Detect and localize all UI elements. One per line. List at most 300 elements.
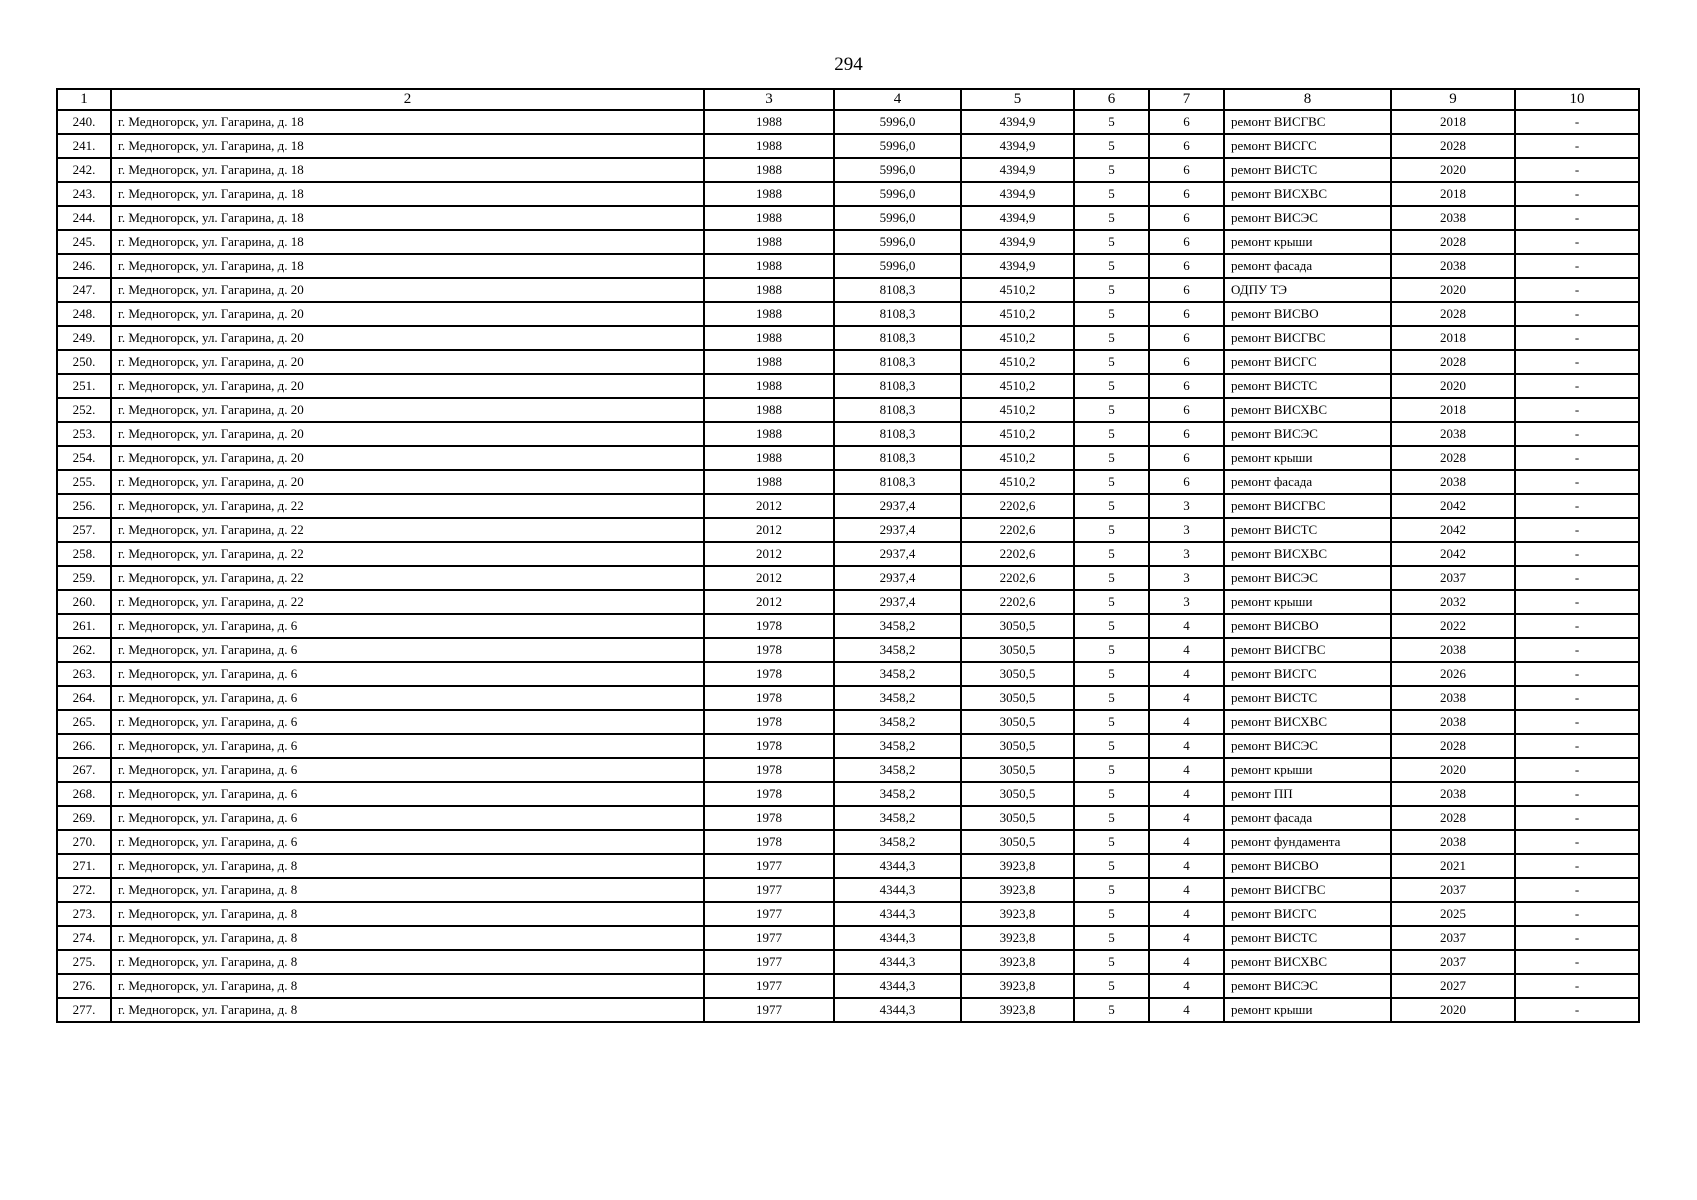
cell-num: 252. [57, 398, 111, 422]
cell-note: - [1515, 374, 1639, 398]
cell-note: - [1515, 302, 1639, 326]
cell-note: - [1515, 134, 1639, 158]
cell-num: 272. [57, 878, 111, 902]
table-row [57, 806, 1639, 830]
cell-plan-year: 2018 [1391, 398, 1515, 422]
cell-floors: 5 [1074, 734, 1149, 758]
cell-address: г. Медногорск, ул. Гагарина, д. 20 [111, 446, 704, 470]
cell-num: 244. [57, 206, 111, 230]
cell-work-type: ОДПУ ТЭ [1224, 278, 1391, 302]
cell-num: 271. [57, 854, 111, 878]
cell-note: - [1515, 830, 1639, 854]
cell-year: 1988 [704, 398, 834, 422]
cell-entrances: 4 [1149, 902, 1224, 926]
table-row [57, 686, 1639, 710]
cell-year: 1977 [704, 926, 834, 950]
cell-entrances: 4 [1149, 806, 1224, 830]
cell-total-area: 8108,3 [834, 470, 961, 494]
cell-num: 257. [57, 518, 111, 542]
cell-num: 254. [57, 446, 111, 470]
cell-plan-year: 2038 [1391, 686, 1515, 710]
cell-address: г. Медногорск, ул. Гагарина, д. 6 [111, 830, 704, 854]
cell-entrances: 4 [1149, 614, 1224, 638]
cell-living-area: 4394,9 [961, 254, 1074, 278]
cell-work-type: ремонт фасада [1224, 806, 1391, 830]
cell-plan-year: 2038 [1391, 638, 1515, 662]
table-row [57, 134, 1639, 158]
cell-entrances: 4 [1149, 926, 1224, 950]
cell-floors: 5 [1074, 638, 1149, 662]
header-cell-living-area: 5 [961, 89, 1074, 110]
cell-total-area: 5996,0 [834, 230, 961, 254]
cell-plan-year: 2028 [1391, 134, 1515, 158]
cell-num: 251. [57, 374, 111, 398]
cell-total-area: 3458,2 [834, 782, 961, 806]
cell-note: - [1515, 590, 1639, 614]
cell-year: 1988 [704, 254, 834, 278]
cell-note: - [1515, 758, 1639, 782]
cell-year: 2012 [704, 494, 834, 518]
cell-address: г. Медногорск, ул. Гагарина, д. 6 [111, 734, 704, 758]
table-row [57, 854, 1639, 878]
table-row [57, 638, 1639, 662]
cell-work-type: ремонт ВИСХВС [1224, 710, 1391, 734]
cell-entrances: 3 [1149, 590, 1224, 614]
header-cell-year: 3 [704, 89, 834, 110]
table-row [57, 302, 1639, 326]
cell-work-type: ремонт ВИСГС [1224, 134, 1391, 158]
cell-floors: 5 [1074, 494, 1149, 518]
table-row [57, 830, 1639, 854]
cell-floors: 5 [1074, 374, 1149, 398]
cell-address: г. Медногорск, ул. Гагарина, д. 8 [111, 926, 704, 950]
cell-total-area: 3458,2 [834, 830, 961, 854]
header-cell-floors: 6 [1074, 89, 1149, 110]
cell-work-type: ремонт ВИСГС [1224, 662, 1391, 686]
table-row [57, 974, 1639, 998]
cell-living-area: 4394,9 [961, 110, 1074, 134]
cell-total-area: 3458,2 [834, 662, 961, 686]
cell-num: 273. [57, 902, 111, 926]
cell-floors: 5 [1074, 830, 1149, 854]
cell-total-area: 2937,4 [834, 590, 961, 614]
cell-plan-year: 2027 [1391, 974, 1515, 998]
cell-note: - [1515, 950, 1639, 974]
cell-work-type: ремонт фасада [1224, 254, 1391, 278]
cell-plan-year: 2022 [1391, 614, 1515, 638]
cell-num: 266. [57, 734, 111, 758]
cell-year: 1988 [704, 422, 834, 446]
cell-work-type: ремонт ВИСГС [1224, 350, 1391, 374]
cell-floors: 5 [1074, 542, 1149, 566]
cell-living-area: 3923,8 [961, 950, 1074, 974]
cell-year: 1978 [704, 638, 834, 662]
cell-note: - [1515, 254, 1639, 278]
table-row [57, 926, 1639, 950]
cell-living-area: 2202,6 [961, 542, 1074, 566]
cell-address: г. Медногорск, ул. Гагарина, д. 8 [111, 974, 704, 998]
cell-num: 247. [57, 278, 111, 302]
cell-year: 1988 [704, 158, 834, 182]
cell-num: 263. [57, 662, 111, 686]
cell-total-area: 4344,3 [834, 878, 961, 902]
cell-plan-year: 2042 [1391, 542, 1515, 566]
cell-num: 268. [57, 782, 111, 806]
cell-plan-year: 2020 [1391, 998, 1515, 1022]
cell-num: 261. [57, 614, 111, 638]
cell-living-area: 3050,5 [961, 710, 1074, 734]
cell-entrances: 4 [1149, 854, 1224, 878]
table-row [57, 158, 1639, 182]
cell-note: - [1515, 158, 1639, 182]
cell-total-area: 8108,3 [834, 422, 961, 446]
cell-year: 1977 [704, 902, 834, 926]
cell-year: 1978 [704, 662, 834, 686]
cell-entrances: 6 [1149, 470, 1224, 494]
cell-living-area: 4394,9 [961, 158, 1074, 182]
cell-num: 260. [57, 590, 111, 614]
cell-living-area: 3050,5 [961, 638, 1074, 662]
cell-num: 275. [57, 950, 111, 974]
cell-floors: 5 [1074, 614, 1149, 638]
repair-schedule-table [56, 88, 1640, 1023]
cell-total-area: 4344,3 [834, 902, 961, 926]
cell-living-area: 3050,5 [961, 830, 1074, 854]
cell-plan-year: 2018 [1391, 110, 1515, 134]
cell-plan-year: 2028 [1391, 446, 1515, 470]
cell-note: - [1515, 542, 1639, 566]
table-row [57, 326, 1639, 350]
cell-num: 240. [57, 110, 111, 134]
cell-note: - [1515, 278, 1639, 302]
cell-num: 242. [57, 158, 111, 182]
cell-address: г. Медногорск, ул. Гагарина, д. 6 [111, 758, 704, 782]
cell-entrances: 6 [1149, 302, 1224, 326]
cell-note: - [1515, 350, 1639, 374]
cell-year: 2012 [704, 518, 834, 542]
table-row [57, 614, 1639, 638]
cell-total-area: 5996,0 [834, 110, 961, 134]
cell-total-area: 2937,4 [834, 542, 961, 566]
table-header-row [57, 89, 1639, 110]
cell-entrances: 6 [1149, 254, 1224, 278]
cell-total-area: 4344,3 [834, 998, 961, 1022]
cell-floors: 5 [1074, 230, 1149, 254]
cell-total-area: 8108,3 [834, 278, 961, 302]
cell-year: 1977 [704, 974, 834, 998]
cell-year: 1977 [704, 950, 834, 974]
cell-entrances: 4 [1149, 710, 1224, 734]
cell-entrances: 3 [1149, 518, 1224, 542]
cell-num: 277. [57, 998, 111, 1022]
cell-year: 1978 [704, 686, 834, 710]
cell-living-area: 3923,8 [961, 878, 1074, 902]
cell-entrances: 4 [1149, 974, 1224, 998]
cell-floors: 5 [1074, 950, 1149, 974]
cell-floors: 5 [1074, 302, 1149, 326]
cell-note: - [1515, 974, 1639, 998]
cell-living-area: 4394,9 [961, 230, 1074, 254]
cell-address: г. Медногорск, ул. Гагарина, д. 6 [111, 662, 704, 686]
cell-living-area: 3050,5 [961, 734, 1074, 758]
table-row [57, 542, 1639, 566]
cell-year: 1988 [704, 110, 834, 134]
table-body [57, 110, 1639, 1022]
cell-living-area: 4394,9 [961, 134, 1074, 158]
cell-year: 1978 [704, 782, 834, 806]
cell-entrances: 6 [1149, 422, 1224, 446]
cell-plan-year: 2037 [1391, 926, 1515, 950]
cell-floors: 5 [1074, 566, 1149, 590]
cell-num: 249. [57, 326, 111, 350]
cell-living-area: 4510,2 [961, 350, 1074, 374]
cell-total-area: 2937,4 [834, 494, 961, 518]
table-row [57, 110, 1639, 134]
table-row [57, 254, 1639, 278]
cell-floors: 5 [1074, 590, 1149, 614]
cell-work-type: ремонт ВИСХВС [1224, 398, 1391, 422]
cell-floors: 5 [1074, 206, 1149, 230]
cell-year: 1978 [704, 806, 834, 830]
cell-plan-year: 2038 [1391, 254, 1515, 278]
cell-floors: 5 [1074, 710, 1149, 734]
header-cell-note: 10 [1515, 89, 1639, 110]
cell-year: 1988 [704, 326, 834, 350]
cell-floors: 5 [1074, 662, 1149, 686]
cell-year: 1977 [704, 854, 834, 878]
cell-num: 248. [57, 302, 111, 326]
cell-floors: 5 [1074, 686, 1149, 710]
cell-living-area: 4510,2 [961, 470, 1074, 494]
cell-note: - [1515, 110, 1639, 134]
cell-floors: 5 [1074, 902, 1149, 926]
cell-entrances: 4 [1149, 734, 1224, 758]
cell-work-type: ремонт ВИСЭС [1224, 974, 1391, 998]
cell-living-area: 4394,9 [961, 206, 1074, 230]
cell-total-area: 3458,2 [834, 614, 961, 638]
cell-address: г. Медногорск, ул. Гагарина, д. 8 [111, 854, 704, 878]
cell-plan-year: 2026 [1391, 662, 1515, 686]
cell-entrances: 3 [1149, 542, 1224, 566]
cell-entrances: 4 [1149, 662, 1224, 686]
header-cell-entrances: 7 [1149, 89, 1224, 110]
cell-plan-year: 2020 [1391, 374, 1515, 398]
cell-work-type: ремонт фундамента [1224, 830, 1391, 854]
cell-living-area: 3923,8 [961, 854, 1074, 878]
table-row [57, 230, 1639, 254]
cell-plan-year: 2038 [1391, 710, 1515, 734]
table-row [57, 998, 1639, 1022]
cell-living-area: 2202,6 [961, 590, 1074, 614]
cell-note: - [1515, 998, 1639, 1022]
cell-work-type: ремонт ВИСГВС [1224, 878, 1391, 902]
cell-work-type: ремонт ВИСТС [1224, 518, 1391, 542]
table-row [57, 398, 1639, 422]
cell-note: - [1515, 782, 1639, 806]
cell-work-type: ремонт ВИСЭС [1224, 566, 1391, 590]
cell-living-area: 3050,5 [961, 614, 1074, 638]
cell-total-area: 5996,0 [834, 206, 961, 230]
cell-plan-year: 2037 [1391, 566, 1515, 590]
cell-address: г. Медногорск, ул. Гагарина, д. 20 [111, 278, 704, 302]
cell-address: г. Медногорск, ул. Гагарина, д. 8 [111, 878, 704, 902]
cell-total-area: 8108,3 [834, 446, 961, 470]
cell-entrances: 6 [1149, 374, 1224, 398]
cell-note: - [1515, 878, 1639, 902]
cell-total-area: 8108,3 [834, 350, 961, 374]
cell-work-type: ремонт крыши [1224, 998, 1391, 1022]
cell-plan-year: 2018 [1391, 182, 1515, 206]
cell-address: г. Медногорск, ул. Гагарина, д. 22 [111, 518, 704, 542]
cell-total-area: 5996,0 [834, 158, 961, 182]
cell-living-area: 3050,5 [961, 782, 1074, 806]
cell-entrances: 6 [1149, 446, 1224, 470]
cell-plan-year: 2025 [1391, 902, 1515, 926]
cell-num: 259. [57, 566, 111, 590]
cell-num: 253. [57, 422, 111, 446]
table-row [57, 350, 1639, 374]
cell-work-type: ремонт ВИСВО [1224, 614, 1391, 638]
cell-entrances: 6 [1149, 110, 1224, 134]
cell-work-type: ремонт ВИСГВС [1224, 110, 1391, 134]
cell-living-area: 3923,8 [961, 974, 1074, 998]
cell-year: 1988 [704, 446, 834, 470]
cell-living-area: 4510,2 [961, 302, 1074, 326]
cell-year: 2012 [704, 542, 834, 566]
cell-plan-year: 2037 [1391, 950, 1515, 974]
cell-entrances: 6 [1149, 326, 1224, 350]
cell-living-area: 3050,5 [961, 758, 1074, 782]
cell-num: 264. [57, 686, 111, 710]
cell-year: 1978 [704, 734, 834, 758]
cell-living-area: 4510,2 [961, 326, 1074, 350]
cell-work-type: ремонт ПП [1224, 782, 1391, 806]
table-row [57, 950, 1639, 974]
cell-note: - [1515, 326, 1639, 350]
table-row [57, 374, 1639, 398]
cell-address: г. Медногорск, ул. Гагарина, д. 8 [111, 998, 704, 1022]
cell-work-type: ремонт ВИСЭС [1224, 734, 1391, 758]
cell-note: - [1515, 470, 1639, 494]
cell-total-area: 8108,3 [834, 398, 961, 422]
cell-plan-year: 2028 [1391, 734, 1515, 758]
cell-floors: 5 [1074, 446, 1149, 470]
cell-work-type: ремонт крыши [1224, 230, 1391, 254]
cell-total-area: 3458,2 [834, 638, 961, 662]
cell-plan-year: 2028 [1391, 806, 1515, 830]
cell-living-area: 3050,5 [961, 662, 1074, 686]
cell-floors: 5 [1074, 926, 1149, 950]
cell-note: - [1515, 854, 1639, 878]
cell-work-type: ремонт ВИСГВС [1224, 494, 1391, 518]
cell-work-type: ремонт ВИСВО [1224, 302, 1391, 326]
cell-num: 262. [57, 638, 111, 662]
table-row [57, 182, 1639, 206]
table-row [57, 758, 1639, 782]
cell-year: 1988 [704, 182, 834, 206]
cell-entrances: 4 [1149, 950, 1224, 974]
cell-floors: 5 [1074, 878, 1149, 902]
cell-year: 1988 [704, 230, 834, 254]
cell-floors: 5 [1074, 422, 1149, 446]
table-row [57, 494, 1639, 518]
cell-num: 243. [57, 182, 111, 206]
cell-address: г. Медногорск, ул. Гагарина, д. 20 [111, 374, 704, 398]
cell-total-area: 8108,3 [834, 326, 961, 350]
cell-floors: 5 [1074, 782, 1149, 806]
cell-total-area: 5996,0 [834, 182, 961, 206]
cell-work-type: ремонт фасада [1224, 470, 1391, 494]
header-cell-address: 2 [111, 89, 704, 110]
table-row [57, 710, 1639, 734]
cell-address: г. Медногорск, ул. Гагарина, д. 18 [111, 230, 704, 254]
cell-floors: 5 [1074, 470, 1149, 494]
cell-plan-year: 2028 [1391, 350, 1515, 374]
cell-num: 274. [57, 926, 111, 950]
cell-plan-year: 2042 [1391, 494, 1515, 518]
cell-num: 241. [57, 134, 111, 158]
cell-address: г. Медногорск, ул. Гагарина, д. 6 [111, 638, 704, 662]
cell-entrances: 4 [1149, 830, 1224, 854]
table-row [57, 734, 1639, 758]
cell-work-type: ремонт ВИСЭС [1224, 206, 1391, 230]
header-cell-work-type: 8 [1224, 89, 1391, 110]
cell-total-area: 4344,3 [834, 950, 961, 974]
cell-work-type: ремонт ВИСТС [1224, 926, 1391, 950]
cell-entrances: 6 [1149, 206, 1224, 230]
cell-living-area: 2202,6 [961, 494, 1074, 518]
cell-entrances: 6 [1149, 278, 1224, 302]
cell-note: - [1515, 638, 1639, 662]
cell-year: 1988 [704, 134, 834, 158]
page-number: 294 [834, 54, 863, 75]
cell-year: 1988 [704, 470, 834, 494]
table-row [57, 566, 1639, 590]
table-row [57, 206, 1639, 230]
table-row [57, 590, 1639, 614]
cell-address: г. Медногорск, ул. Гагарина, д. 6 [111, 806, 704, 830]
cell-year: 1978 [704, 710, 834, 734]
cell-address: г. Медногорск, ул. Гагарина, д. 18 [111, 110, 704, 134]
cell-note: - [1515, 182, 1639, 206]
cell-floors: 5 [1074, 518, 1149, 542]
cell-year: 1978 [704, 614, 834, 638]
cell-floors: 5 [1074, 350, 1149, 374]
cell-address: г. Медногорск, ул. Гагарина, д. 18 [111, 254, 704, 278]
cell-work-type: ремонт ВИСЭС [1224, 422, 1391, 446]
cell-living-area: 3923,8 [961, 998, 1074, 1022]
cell-entrances: 4 [1149, 878, 1224, 902]
cell-address: г. Медногорск, ул. Гагарина, д. 20 [111, 422, 704, 446]
cell-address: г. Медногорск, ул. Гагарина, д. 22 [111, 494, 704, 518]
cell-note: - [1515, 662, 1639, 686]
cell-year: 2012 [704, 590, 834, 614]
cell-num: 255. [57, 470, 111, 494]
cell-note: - [1515, 686, 1639, 710]
cell-entrances: 6 [1149, 158, 1224, 182]
cell-plan-year: 2038 [1391, 206, 1515, 230]
cell-plan-year: 2038 [1391, 470, 1515, 494]
cell-num: 256. [57, 494, 111, 518]
cell-year: 2012 [704, 566, 834, 590]
cell-num: 258. [57, 542, 111, 566]
header-cell-num: 1 [57, 89, 111, 110]
cell-floors: 5 [1074, 158, 1149, 182]
cell-living-area: 3923,8 [961, 902, 1074, 926]
table-row [57, 662, 1639, 686]
cell-entrances: 6 [1149, 182, 1224, 206]
cell-note: - [1515, 566, 1639, 590]
